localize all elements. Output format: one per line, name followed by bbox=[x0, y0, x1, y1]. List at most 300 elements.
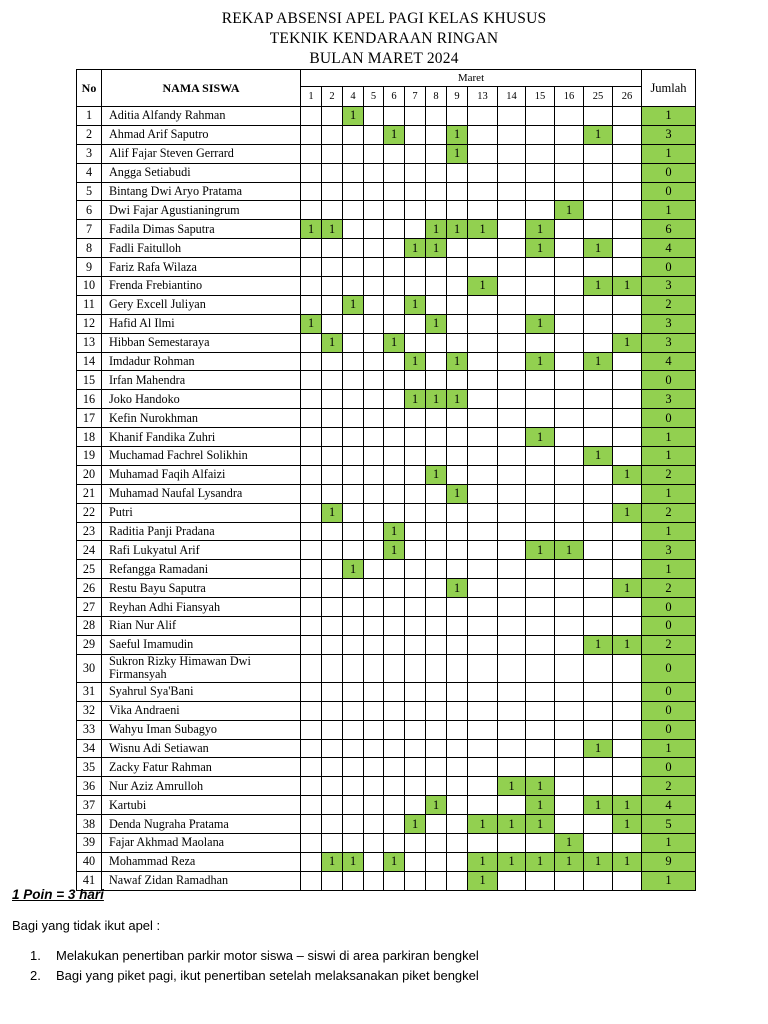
empty-cell bbox=[322, 654, 343, 682]
row-number: 9 bbox=[77, 258, 102, 277]
empty-cell bbox=[343, 682, 364, 701]
student-name: Frenda Frebiantino bbox=[102, 277, 301, 296]
table-row bbox=[77, 258, 696, 277]
empty-cell bbox=[498, 428, 526, 447]
absence-mark: 1 bbox=[447, 579, 468, 598]
empty-cell bbox=[343, 182, 364, 201]
table-row bbox=[77, 220, 696, 239]
absence-mark: 1 bbox=[322, 220, 343, 239]
empty-cell bbox=[468, 560, 498, 579]
empty-cell bbox=[613, 182, 642, 201]
empty-cell bbox=[364, 852, 384, 871]
day-header: 1 bbox=[301, 87, 322, 107]
empty-cell bbox=[526, 522, 555, 541]
absence-mark: 1 bbox=[613, 465, 642, 484]
empty-cell bbox=[526, 654, 555, 682]
empty-cell bbox=[384, 617, 405, 636]
empty-cell bbox=[498, 579, 526, 598]
empty-cell bbox=[426, 833, 447, 852]
empty-cell bbox=[364, 447, 384, 466]
empty-cell bbox=[384, 163, 405, 182]
empty-cell bbox=[384, 201, 405, 220]
student-name: Denda Nugraha Pratama bbox=[102, 815, 301, 834]
absence-mark: 1 bbox=[468, 815, 498, 834]
row-number: 13 bbox=[77, 333, 102, 352]
empty-cell bbox=[555, 144, 584, 163]
empty-cell bbox=[426, 682, 447, 701]
empty-cell bbox=[447, 560, 468, 579]
empty-cell bbox=[584, 654, 613, 682]
student-name: Refangga Ramadani bbox=[102, 560, 301, 579]
empty-cell bbox=[555, 796, 584, 815]
empty-cell bbox=[364, 777, 384, 796]
empty-cell bbox=[613, 654, 642, 682]
table-row bbox=[77, 560, 696, 579]
empty-cell bbox=[526, 758, 555, 777]
empty-cell bbox=[343, 409, 364, 428]
empty-cell bbox=[405, 277, 426, 296]
row-number: 33 bbox=[77, 720, 102, 739]
empty-cell bbox=[555, 258, 584, 277]
row-number: 23 bbox=[77, 522, 102, 541]
student-name: Muhamad Naufal Lysandra bbox=[102, 484, 301, 503]
empty-cell bbox=[584, 182, 613, 201]
empty-cell bbox=[498, 163, 526, 182]
table-row bbox=[77, 701, 696, 720]
row-total: 1 bbox=[642, 107, 696, 126]
empty-cell bbox=[584, 371, 613, 390]
empty-cell bbox=[384, 314, 405, 333]
empty-cell bbox=[555, 617, 584, 636]
empty-cell bbox=[498, 541, 526, 560]
empty-cell bbox=[447, 833, 468, 852]
absence-mark: 1 bbox=[526, 852, 555, 871]
empty-cell bbox=[468, 409, 498, 428]
empty-cell bbox=[405, 654, 426, 682]
absence-mark: 1 bbox=[613, 635, 642, 654]
empty-cell bbox=[555, 720, 584, 739]
note-text: Melakukan penertiban parkir motor siswa – siswi di area parkiran bengkel bbox=[56, 948, 479, 963]
student-name: Alif Fajar Steven Gerrard bbox=[102, 144, 301, 163]
empty-cell bbox=[526, 465, 555, 484]
empty-cell bbox=[426, 635, 447, 654]
empty-cell bbox=[301, 579, 322, 598]
empty-cell bbox=[384, 447, 405, 466]
empty-cell bbox=[613, 314, 642, 333]
student-name: Wahyu Iman Subagyo bbox=[102, 720, 301, 739]
empty-cell bbox=[468, 617, 498, 636]
empty-cell bbox=[405, 465, 426, 484]
empty-cell bbox=[555, 654, 584, 682]
empty-cell bbox=[526, 598, 555, 617]
empty-cell bbox=[555, 598, 584, 617]
empty-cell bbox=[613, 739, 642, 758]
empty-cell bbox=[584, 579, 613, 598]
empty-cell bbox=[343, 484, 364, 503]
empty-cell bbox=[468, 682, 498, 701]
empty-cell bbox=[498, 295, 526, 314]
absence-mark: 1 bbox=[584, 447, 613, 466]
row-number: 3 bbox=[77, 144, 102, 163]
empty-cell bbox=[301, 484, 322, 503]
empty-cell bbox=[613, 682, 642, 701]
empty-cell bbox=[613, 163, 642, 182]
empty-cell bbox=[301, 201, 322, 220]
empty-cell bbox=[301, 617, 322, 636]
empty-cell bbox=[426, 352, 447, 371]
empty-cell bbox=[405, 447, 426, 466]
absence-mark: 1 bbox=[526, 815, 555, 834]
empty-cell bbox=[426, 720, 447, 739]
student-name: Reyhan Adhi Fiansyah bbox=[102, 598, 301, 617]
absence-mark: 1 bbox=[555, 833, 584, 852]
absence-mark: 1 bbox=[447, 390, 468, 409]
absence-mark: 1 bbox=[343, 107, 364, 126]
absence-mark: 1 bbox=[555, 852, 584, 871]
empty-cell bbox=[405, 371, 426, 390]
empty-cell bbox=[447, 239, 468, 258]
empty-cell bbox=[555, 635, 584, 654]
row-total: 3 bbox=[642, 277, 696, 296]
empty-cell bbox=[426, 125, 447, 144]
empty-cell bbox=[405, 598, 426, 617]
empty-cell bbox=[468, 107, 498, 126]
absence-mark: 1 bbox=[498, 777, 526, 796]
empty-cell bbox=[584, 522, 613, 541]
empty-cell bbox=[498, 125, 526, 144]
empty-cell bbox=[613, 522, 642, 541]
row-number: 15 bbox=[77, 371, 102, 390]
empty-cell bbox=[301, 447, 322, 466]
table-row bbox=[77, 739, 696, 758]
empty-cell bbox=[322, 541, 343, 560]
empty-cell bbox=[426, 598, 447, 617]
student-name: Fajar Akhmad Maolana bbox=[102, 833, 301, 852]
note-item bbox=[30, 966, 479, 986]
empty-cell bbox=[343, 371, 364, 390]
table-row bbox=[77, 447, 696, 466]
row-total: 2 bbox=[642, 635, 696, 654]
empty-cell bbox=[343, 333, 364, 352]
empty-cell bbox=[322, 815, 343, 834]
row-number: 6 bbox=[77, 201, 102, 220]
empty-cell bbox=[301, 871, 322, 890]
empty-cell bbox=[584, 314, 613, 333]
row-total: 4 bbox=[642, 352, 696, 371]
row-total: 0 bbox=[642, 163, 696, 182]
empty-cell bbox=[405, 541, 426, 560]
empty-cell bbox=[447, 739, 468, 758]
table-row bbox=[77, 277, 696, 296]
empty-cell bbox=[498, 503, 526, 522]
empty-cell bbox=[343, 522, 364, 541]
empty-cell bbox=[468, 125, 498, 144]
empty-cell bbox=[498, 758, 526, 777]
empty-cell bbox=[384, 258, 405, 277]
student-name: Gery Excell Juliyan bbox=[102, 295, 301, 314]
empty-cell bbox=[584, 465, 613, 484]
row-total: 1 bbox=[642, 871, 696, 890]
empty-cell bbox=[447, 701, 468, 720]
empty-cell bbox=[468, 635, 498, 654]
row-number: 7 bbox=[77, 220, 102, 239]
empty-cell bbox=[343, 815, 364, 834]
absence-mark: 1 bbox=[405, 390, 426, 409]
student-name: Bintang Dwi Aryo Pratama bbox=[102, 182, 301, 201]
absence-mark: 1 bbox=[613, 277, 642, 296]
row-number: 31 bbox=[77, 682, 102, 701]
row-total: 0 bbox=[642, 617, 696, 636]
empty-cell bbox=[301, 654, 322, 682]
row-number: 21 bbox=[77, 484, 102, 503]
empty-cell bbox=[613, 758, 642, 777]
empty-cell bbox=[364, 617, 384, 636]
empty-cell bbox=[584, 541, 613, 560]
empty-cell bbox=[447, 871, 468, 890]
empty-cell bbox=[384, 635, 405, 654]
student-name: Irfan Mahendra bbox=[102, 371, 301, 390]
empty-cell bbox=[447, 635, 468, 654]
empty-cell bbox=[426, 371, 447, 390]
empty-cell bbox=[364, 465, 384, 484]
empty-cell bbox=[447, 815, 468, 834]
table-row bbox=[77, 163, 696, 182]
table-row bbox=[77, 390, 696, 409]
day-header: 25 bbox=[584, 87, 613, 107]
absence-mark: 1 bbox=[384, 125, 405, 144]
empty-cell bbox=[322, 352, 343, 371]
empty-cell bbox=[384, 428, 405, 447]
empty-cell bbox=[468, 428, 498, 447]
empty-cell bbox=[555, 220, 584, 239]
empty-cell bbox=[301, 701, 322, 720]
header-no: No bbox=[77, 70, 102, 107]
empty-cell bbox=[468, 833, 498, 852]
note-number: 1. bbox=[30, 948, 41, 963]
empty-cell bbox=[447, 796, 468, 815]
empty-cell bbox=[613, 701, 642, 720]
row-number: 26 bbox=[77, 579, 102, 598]
empty-cell bbox=[426, 522, 447, 541]
empty-cell bbox=[384, 598, 405, 617]
empty-cell bbox=[384, 465, 405, 484]
absence-mark: 1 bbox=[426, 314, 447, 333]
empty-cell bbox=[526, 295, 555, 314]
absence-mark: 1 bbox=[498, 815, 526, 834]
empty-cell bbox=[555, 701, 584, 720]
empty-cell bbox=[613, 201, 642, 220]
empty-cell bbox=[364, 295, 384, 314]
row-total: 1 bbox=[642, 560, 696, 579]
empty-cell bbox=[555, 125, 584, 144]
empty-cell bbox=[426, 871, 447, 890]
row-total: 9 bbox=[642, 852, 696, 871]
student-name: Zacky Fatur Rahman bbox=[102, 758, 301, 777]
empty-cell bbox=[613, 390, 642, 409]
empty-cell bbox=[322, 579, 343, 598]
table-row bbox=[77, 352, 696, 371]
day-header: 7 bbox=[405, 87, 426, 107]
empty-cell bbox=[613, 125, 642, 144]
empty-cell bbox=[384, 484, 405, 503]
empty-cell bbox=[322, 258, 343, 277]
absence-mark: 1 bbox=[405, 352, 426, 371]
empty-cell bbox=[322, 107, 343, 126]
table-row bbox=[77, 144, 696, 163]
table-row bbox=[77, 598, 696, 617]
empty-cell bbox=[364, 352, 384, 371]
empty-cell bbox=[526, 720, 555, 739]
table-row bbox=[77, 871, 696, 890]
empty-cell bbox=[343, 125, 364, 144]
empty-cell bbox=[447, 409, 468, 428]
empty-cell bbox=[426, 503, 447, 522]
row-total: 0 bbox=[642, 409, 696, 428]
empty-cell bbox=[447, 107, 468, 126]
empty-cell bbox=[364, 682, 384, 701]
empty-cell bbox=[447, 277, 468, 296]
empty-cell bbox=[384, 654, 405, 682]
table-row bbox=[77, 777, 696, 796]
absence-mark: 1 bbox=[384, 522, 405, 541]
empty-cell bbox=[322, 390, 343, 409]
absence-mark: 1 bbox=[322, 333, 343, 352]
empty-cell bbox=[301, 163, 322, 182]
empty-cell bbox=[613, 258, 642, 277]
table-row bbox=[77, 182, 696, 201]
empty-cell bbox=[301, 739, 322, 758]
empty-cell bbox=[322, 465, 343, 484]
empty-cell bbox=[613, 617, 642, 636]
empty-cell bbox=[447, 777, 468, 796]
empty-cell bbox=[405, 682, 426, 701]
student-name: Ahmad Arif Saputro bbox=[102, 125, 301, 144]
empty-cell bbox=[584, 409, 613, 428]
student-name: Fadila Dimas Saputra bbox=[102, 220, 301, 239]
empty-cell bbox=[301, 777, 322, 796]
empty-cell bbox=[301, 107, 322, 126]
student-name: Kartubi bbox=[102, 796, 301, 815]
empty-cell bbox=[384, 682, 405, 701]
table-row bbox=[77, 239, 696, 258]
row-total: 0 bbox=[642, 701, 696, 720]
student-name: Rafi Lukyatul Arif bbox=[102, 541, 301, 560]
empty-cell bbox=[447, 617, 468, 636]
empty-cell bbox=[555, 758, 584, 777]
empty-cell bbox=[322, 560, 343, 579]
row-number: 2 bbox=[77, 125, 102, 144]
empty-cell bbox=[498, 522, 526, 541]
empty-cell bbox=[384, 371, 405, 390]
absence-mark: 1 bbox=[526, 428, 555, 447]
empty-cell bbox=[498, 409, 526, 428]
empty-cell bbox=[364, 409, 384, 428]
empty-cell bbox=[526, 579, 555, 598]
absence-mark: 1 bbox=[447, 352, 468, 371]
empty-cell bbox=[301, 852, 322, 871]
empty-cell bbox=[322, 777, 343, 796]
student-name: Nawaf Zidan Ramadhan bbox=[102, 871, 301, 890]
absence-mark: 1 bbox=[343, 560, 364, 579]
absence-mark: 1 bbox=[526, 796, 555, 815]
table-row bbox=[77, 371, 696, 390]
empty-cell bbox=[584, 777, 613, 796]
empty-cell bbox=[384, 701, 405, 720]
empty-cell bbox=[364, 371, 384, 390]
empty-cell bbox=[526, 277, 555, 296]
empty-cell bbox=[526, 503, 555, 522]
empty-cell bbox=[584, 484, 613, 503]
empty-cell bbox=[447, 333, 468, 352]
empty-cell bbox=[468, 720, 498, 739]
empty-cell bbox=[426, 201, 447, 220]
student-name: Angga Setiabudi bbox=[102, 163, 301, 182]
table-row bbox=[77, 654, 696, 682]
empty-cell bbox=[301, 144, 322, 163]
empty-cell bbox=[405, 739, 426, 758]
empty-cell bbox=[468, 182, 498, 201]
empty-cell bbox=[584, 833, 613, 852]
empty-cell bbox=[526, 107, 555, 126]
student-name: Fadli Faitulloh bbox=[102, 239, 301, 258]
absence-mark: 1 bbox=[584, 796, 613, 815]
absence-mark: 1 bbox=[468, 871, 498, 890]
row-total: 3 bbox=[642, 333, 696, 352]
empty-cell bbox=[322, 682, 343, 701]
table-row bbox=[77, 579, 696, 598]
empty-cell bbox=[301, 182, 322, 201]
student-name: Nur Aziz Amrulloh bbox=[102, 777, 301, 796]
empty-cell bbox=[498, 258, 526, 277]
absence-mark: 1 bbox=[405, 239, 426, 258]
absence-mark: 1 bbox=[526, 314, 555, 333]
row-total: 0 bbox=[642, 758, 696, 777]
empty-cell bbox=[322, 144, 343, 163]
note-text: Bagi yang piket pagi, ikut penertiban setelah melaksanakan piket bengkel bbox=[56, 968, 479, 983]
empty-cell bbox=[405, 777, 426, 796]
empty-cell bbox=[613, 871, 642, 890]
empty-cell bbox=[364, 522, 384, 541]
table-row bbox=[77, 758, 696, 777]
empty-cell bbox=[447, 465, 468, 484]
empty-cell bbox=[405, 182, 426, 201]
empty-cell bbox=[364, 701, 384, 720]
empty-cell bbox=[405, 333, 426, 352]
absence-mark: 1 bbox=[426, 239, 447, 258]
empty-cell bbox=[526, 144, 555, 163]
absence-mark: 1 bbox=[468, 220, 498, 239]
student-name: Mohammad Reza bbox=[102, 852, 301, 871]
empty-cell bbox=[364, 258, 384, 277]
row-total: 1 bbox=[642, 201, 696, 220]
empty-cell bbox=[405, 428, 426, 447]
absence-mark: 1 bbox=[384, 541, 405, 560]
row-number: 28 bbox=[77, 617, 102, 636]
empty-cell bbox=[526, 182, 555, 201]
day-header: 9 bbox=[447, 87, 468, 107]
absence-mark: 1 bbox=[468, 277, 498, 296]
empty-cell bbox=[426, 484, 447, 503]
empty-cell bbox=[447, 295, 468, 314]
title-line-3: BULAN MARET 2024 bbox=[309, 50, 459, 67]
absence-mark: 1 bbox=[584, 852, 613, 871]
empty-cell bbox=[301, 333, 322, 352]
row-total: 0 bbox=[642, 654, 696, 682]
empty-cell bbox=[468, 258, 498, 277]
row-total: 3 bbox=[642, 541, 696, 560]
empty-cell bbox=[498, 796, 526, 815]
empty-cell bbox=[555, 560, 584, 579]
